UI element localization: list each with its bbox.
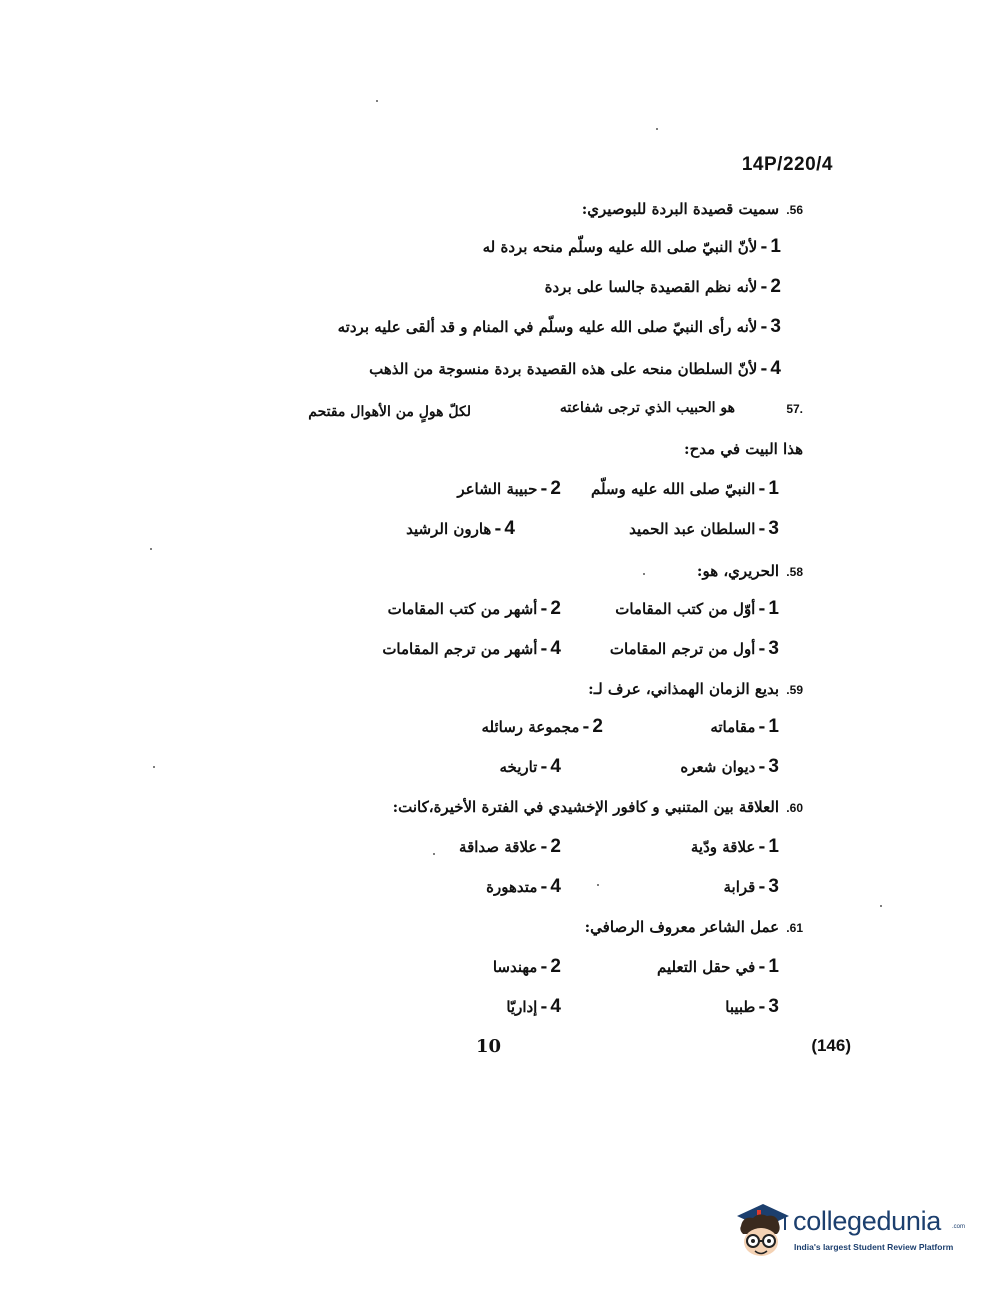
question-57-verse-first: هو الحبيب الذي ترجى شفاعته: [559, 400, 735, 416]
question-61-option-4: 4-إداريّا: [506, 996, 561, 1017]
question-56-stem: 56. سميت قصيدة البردة للبوصيري:: [581, 200, 803, 218]
scan-speck: [153, 766, 155, 768]
question-58-option-2: 2-أشهر من كتب المقامات: [387, 598, 561, 619]
question-60-stem: 60. العلاقة بين المتنبي و كافور الإخشيدي في الفترة الأخيرة،كانت:: [392, 798, 803, 816]
logo-tagline: India's largest Student Review Platform: [794, 1242, 954, 1252]
scan-speck: [433, 853, 435, 855]
page-number: 10: [476, 1036, 502, 1057]
question-59-option-3: 3-ديوان شعره: [680, 756, 779, 777]
question-59-option-1: 1-مقاماته: [710, 716, 779, 737]
logo-wordmark: collegedunia: [793, 1206, 942, 1236]
scan-speck: [656, 128, 658, 130]
scan-speck: [643, 573, 645, 575]
question-61-option-2: 2-مهندسا: [492, 956, 561, 977]
collegedunia-logo: [733, 1196, 966, 1266]
question-57-option-3: 3-السلطان عبد الحميد: [629, 518, 779, 539]
question-61-option-1: 1-في حقل التعليم: [657, 956, 779, 977]
scan-speck: [597, 884, 599, 886]
question-61-stem: 61. عمل الشاعر معروف الرصافي:: [584, 918, 803, 936]
paper-code: 14P/220/4: [741, 154, 833, 175]
question-60-option-4: 4-متدهورة: [486, 876, 561, 897]
question-58-option-1: 1-أوّل من كتب المقامات: [615, 598, 779, 619]
scan-speck: [376, 100, 378, 102]
question-57-verse-second: لكلّ هولٍ من الأهوال مقتحم: [308, 404, 471, 420]
question-59-stem: 59. بديع الزمان الهمذاني، عرف لـ:: [588, 680, 803, 698]
scan-speck: [880, 905, 882, 907]
question-57-number: 57.: [786, 402, 803, 416]
footer-code: (146): [811, 1036, 851, 1055]
question-56-option-4: 4-لأنّ السلطان منحه على هذه القصيدة بردة منسوجة من الذهب: [369, 358, 781, 379]
question-61-option-3: 3-طبيبا: [725, 996, 779, 1017]
question-56-option-3: 3-لأنه رأى النبيّ صلى الله عليه وسلّم في المنام و قد ألقى عليه بردته: [337, 316, 781, 337]
scan-speck: [150, 548, 152, 550]
question-57-option-4: 4-هارون الرشيد: [406, 518, 515, 539]
question-58-option-4: 4-أشهر من ترجم المقامات: [382, 638, 561, 659]
question-60-option-1: 1-علاقة ودّية: [690, 836, 779, 857]
question-60-option-2: 2-علاقة صداقة: [459, 836, 561, 857]
logo-suffix: .com: [952, 1224, 966, 1230]
question-57-option-2: 2-حبيبة الشاعر: [457, 478, 561, 499]
question-58-stem: 58. الحريري، هو:: [696, 562, 803, 580]
question-58-option-3: 3-أول من ترجم المقامات: [609, 638, 779, 659]
question-57-stem: هذا البيت في مدح:: [684, 440, 803, 458]
question-60-option-3: 3-قرابة: [723, 876, 779, 897]
question-57-option-1: 1-النبيّ صلى الله عليه وسلّم: [590, 478, 779, 499]
question-59-option-2: 2-مجموعة رسائله: [481, 716, 603, 737]
question-59-option-4: 4-تاريخه: [499, 756, 561, 777]
student-mascot-icon: [733, 1196, 795, 1266]
question-56-option-1: 1-لأنّ النبيّ صلى الله عليه وسلّم منحه بردة له: [482, 236, 781, 257]
question-56-option-2: 2-لأنه نظم القصيدة جالسا على بردة: [544, 276, 781, 297]
